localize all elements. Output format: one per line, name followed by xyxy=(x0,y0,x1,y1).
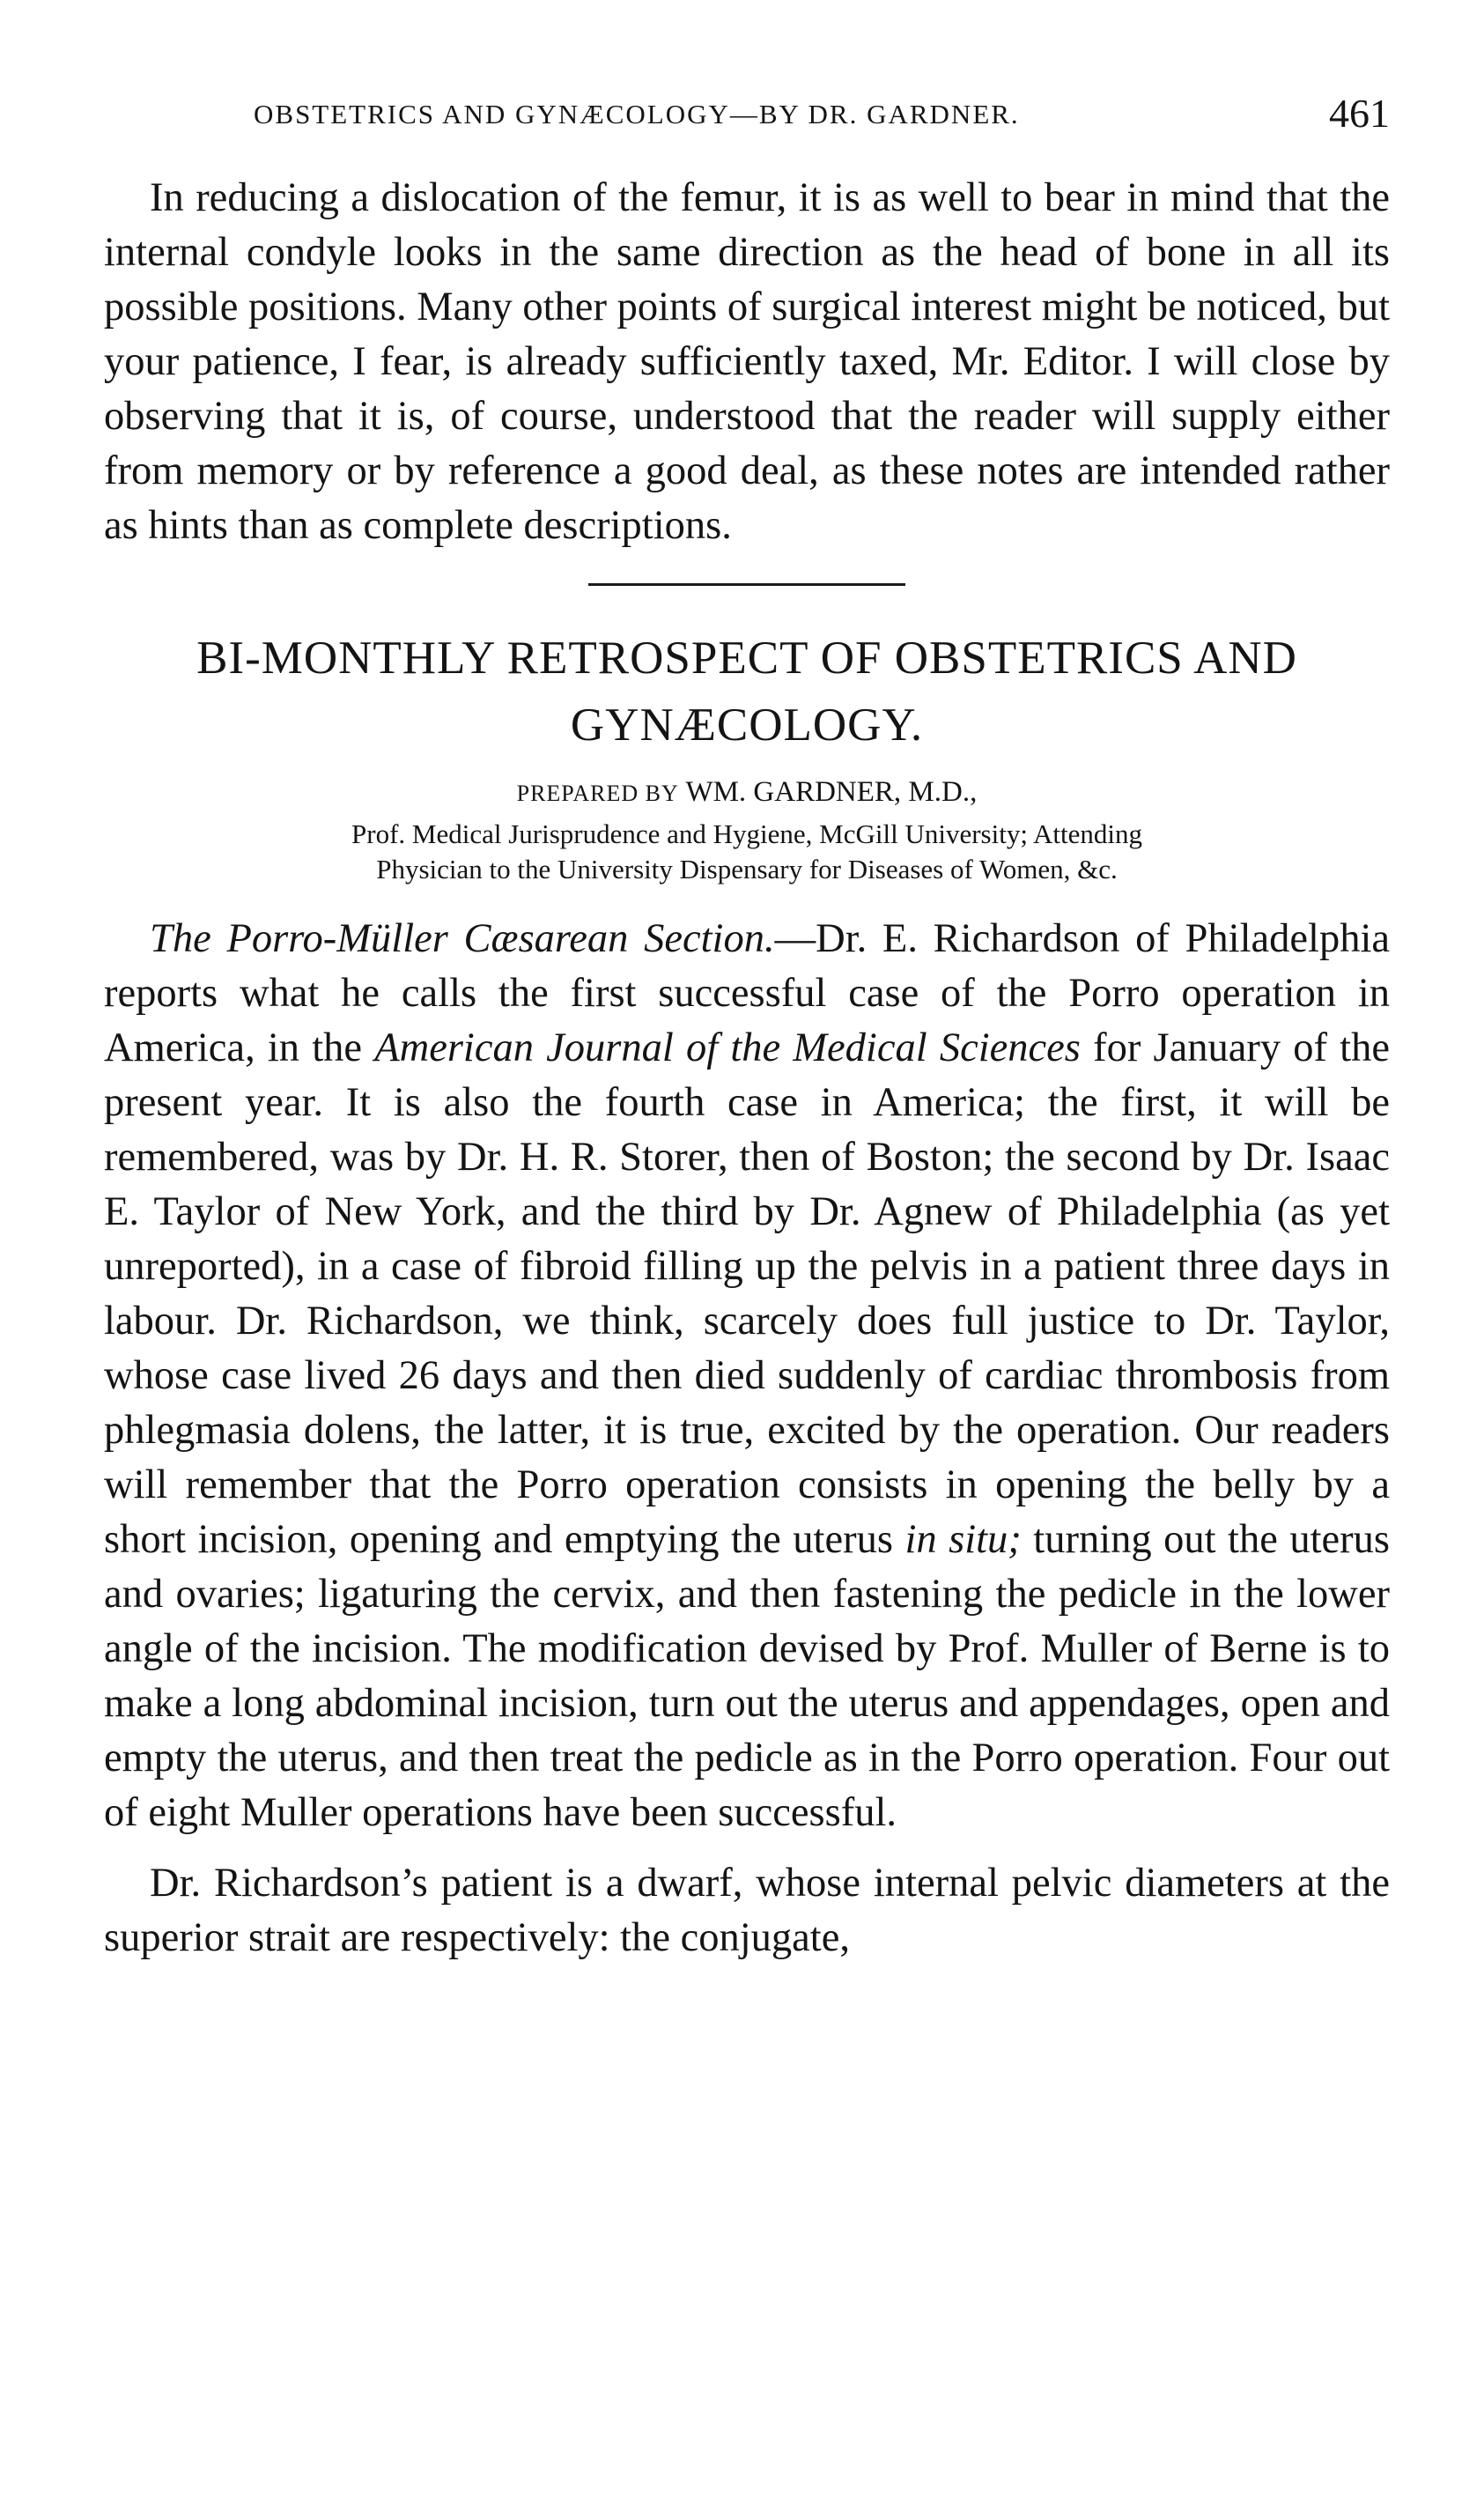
article-paragraph-2: Dr. Richardson’s patient is a dwarf, whose internal pelvic diameters at the superior strait are respectively: the conjugate, xyxy=(104,1861,1390,1960)
byline-name: WM. GARDNER, M.D., xyxy=(685,776,978,808)
affiliation xyxy=(104,817,1390,887)
running-head xyxy=(104,79,1390,150)
journal-title: American Journal of the Medical Sciences xyxy=(374,1025,1081,1070)
byline-prefix: PREPARED BY xyxy=(516,781,679,806)
affiliation-line-1: Prof. Medical Jurisprudence and Hygiene, McGill University; Attending xyxy=(351,818,1142,849)
in-situ: in situ; xyxy=(904,1517,1022,1562)
affiliation-line-2: Physician to the University Dispensary for Diseases of Women, &c. xyxy=(376,854,1118,885)
page-number: 461 xyxy=(1329,91,1390,136)
article-heading: The Porro-Müller Cæsarean Section. xyxy=(150,916,775,961)
article-paragraph-1 xyxy=(104,912,1390,1840)
running-title: OBSTETRICS AND GYNÆCOLOGY—BY DR. GARDNER. xyxy=(254,99,1020,130)
article-text-1: —Dr. E. Richardson of Philadelphia reports what he calls the first successful case of the Porro operation in America, in the xyxy=(104,916,1390,1070)
article-text-2: for January of the present year. It is also the fourth case in America; the first, it will be remembered, was by Dr. H. R. Storer, then of Boston; the second by Dr. Isaac E. Taylor of New York, and the third by Dr. Agnew of Philadelphia (as yet unreported), in a case of fibroid filling up the pelvis in a patient three days in labour. Dr. Richardson, we think, scarcely does full justice to Dr. Taylor, whose case lived 26 days and then died suddenly of cardiac thrombosis from phlegmasia dolens, the latter, it is true, excited by the operation. Our readers will remember that the Porro operation consists in opening the belly by a short incision, opening and emptying the uterus xyxy=(104,1025,1390,1562)
document-page xyxy=(104,79,1390,1965)
article-text-3: turning out the uterus and ovaries; ligaturing the cervix, and then fastening the pedicle in the lower angle of the incision. The modification devised by Prof. Muller of Berne is to make a long abdominal incision, turn out the uterus and appendages, open and empty the uterus, and then treat the pedicle as in the Porro operation. Four out of eight Muller operations have been successful. xyxy=(104,1517,1390,1835)
byline xyxy=(104,773,1390,813)
section-title: BI-MONTHLY RETROSPECT OF OBSTETRICS AND GYNÆCOLOGY. xyxy=(196,633,1297,751)
intro-paragraph: In reducing a dislocation of the femur, it is as well to bear in mind that the internal condyle looks in the same direction as the head of bone in all its possible positions. Many other points of surgical interest might be noticed, but your patience, I fear, is already sufficiently taxed, Mr. Editor. I will close by observing that it is, of course, understood that the reader will supply either from memory or by reference a good deal, as these notes are intended rather as hints than as complete descriptions. xyxy=(104,175,1390,548)
section-divider xyxy=(588,583,905,586)
